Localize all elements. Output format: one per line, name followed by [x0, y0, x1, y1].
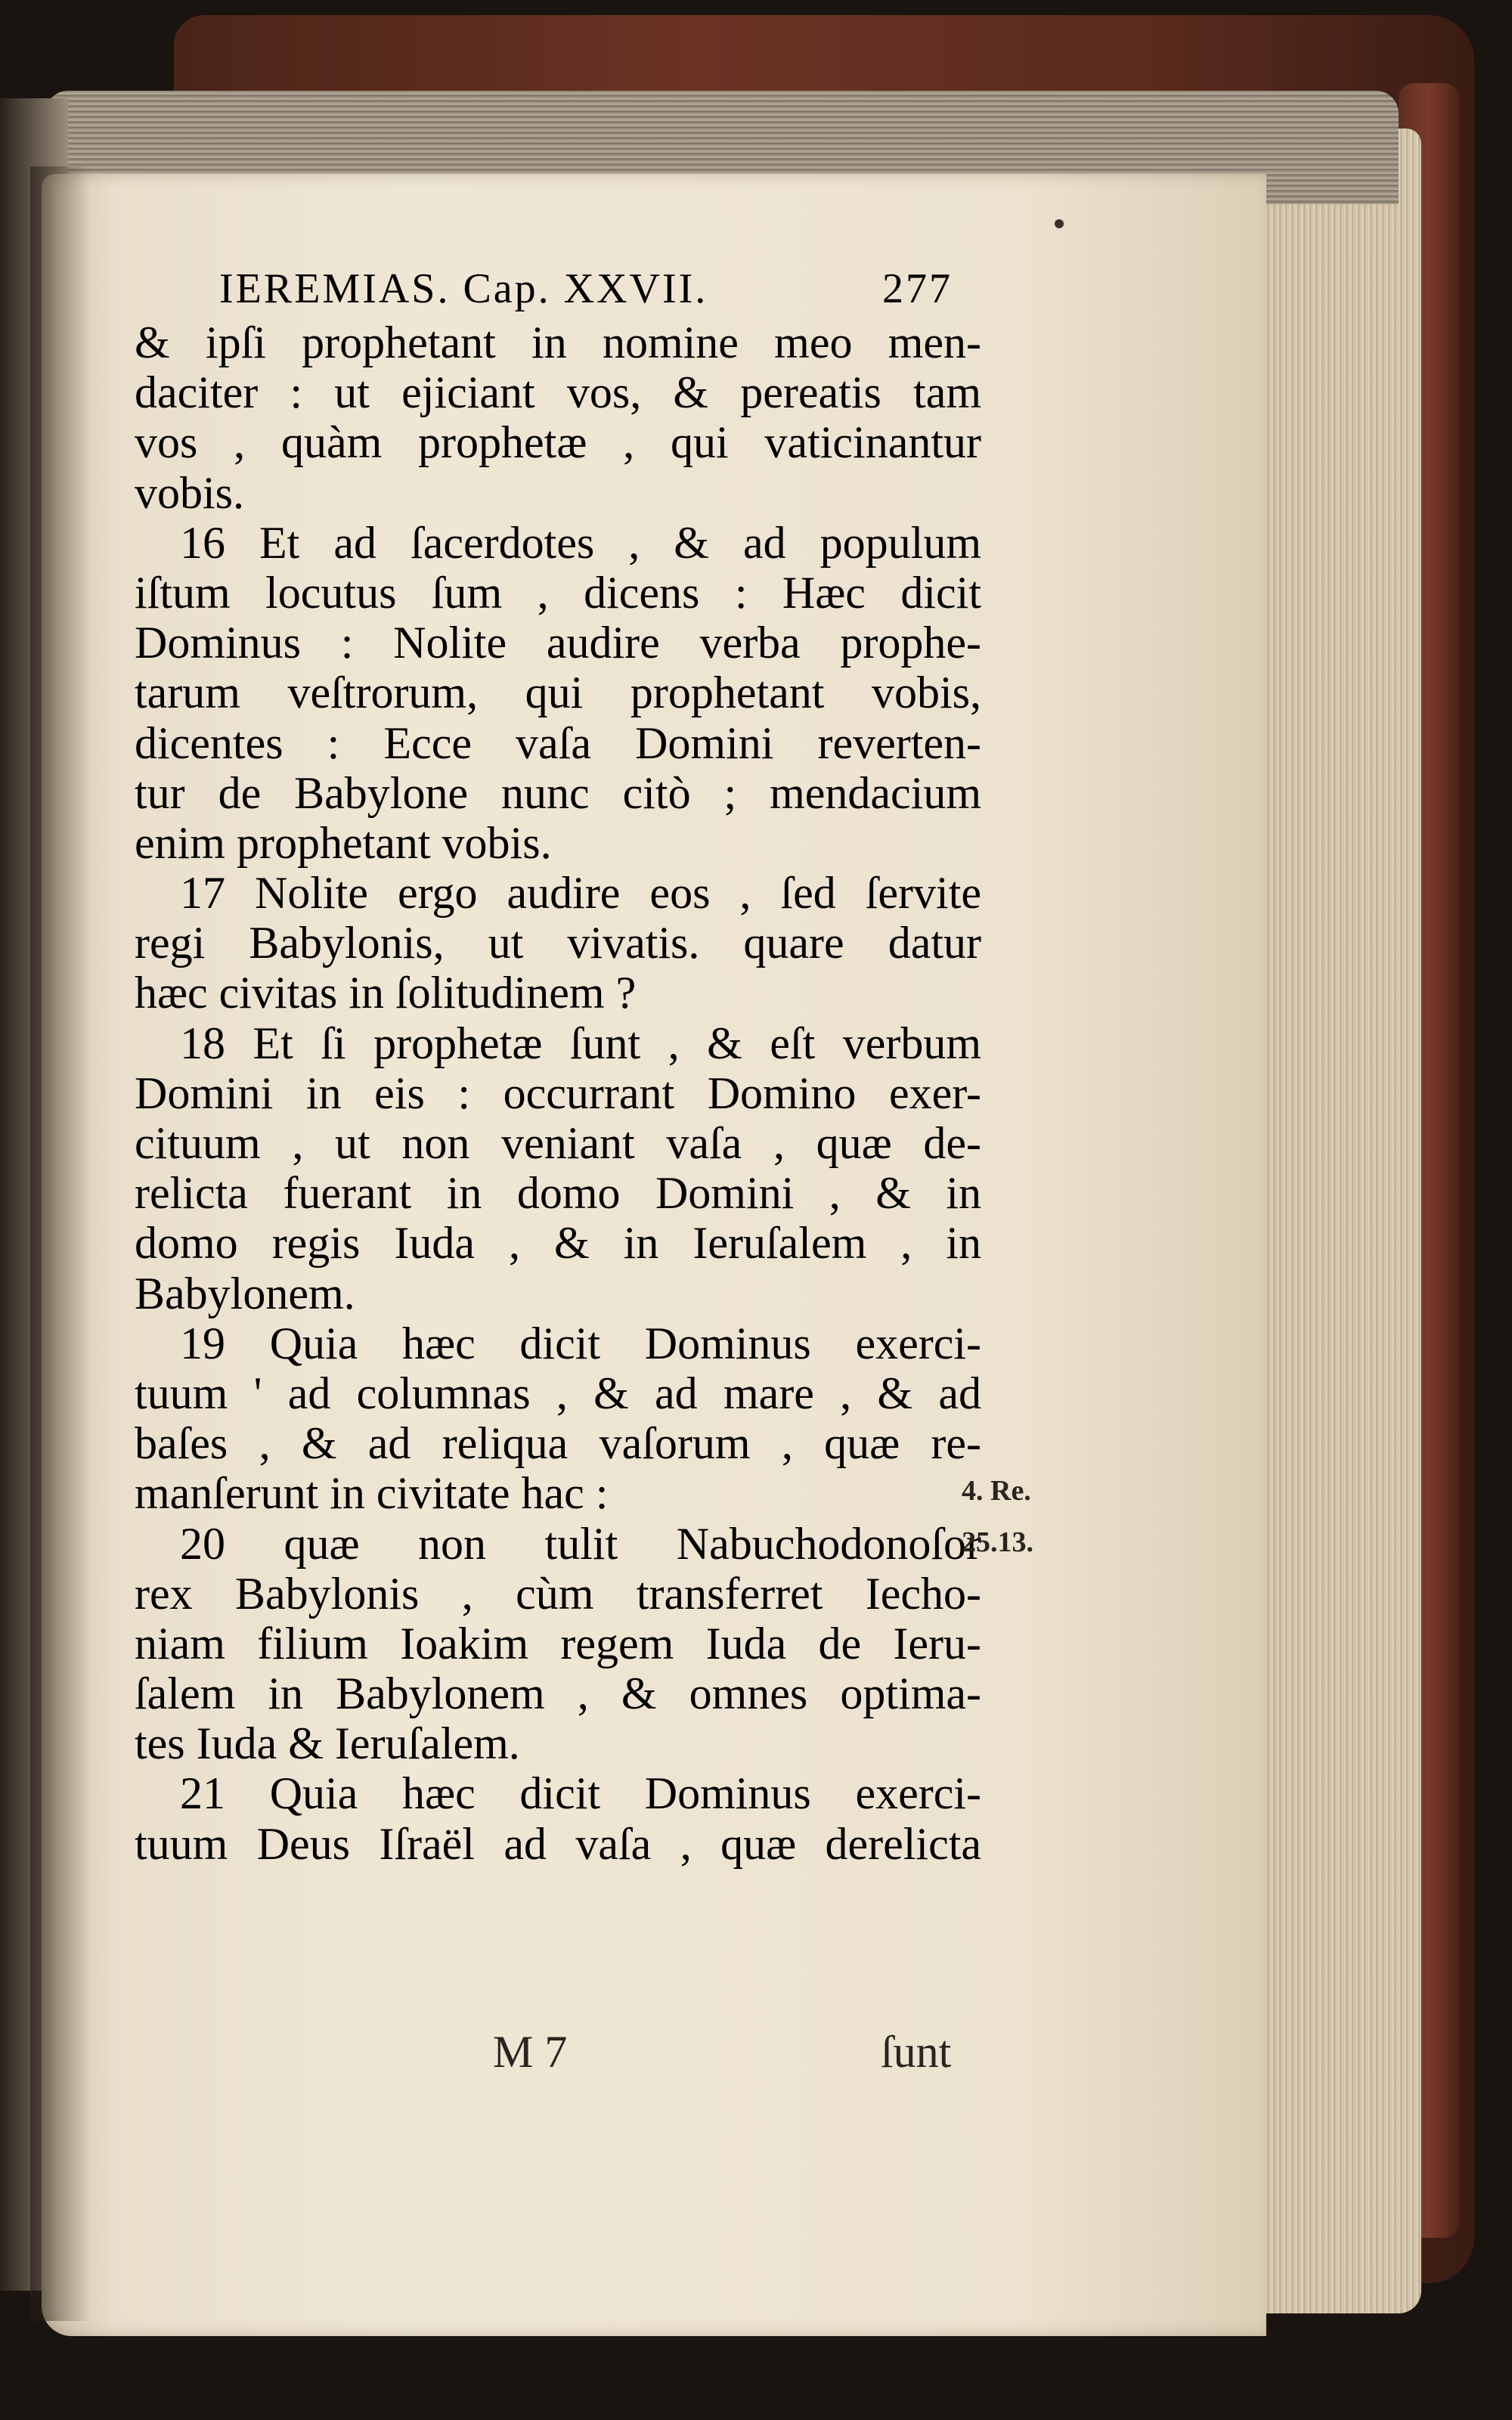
margin-note: 25.13.: [962, 1526, 1033, 1558]
text-line: vos , quàm prophetæ , qui vaticinantur: [135, 417, 981, 468]
running-title: IEREMIAS. Cap. XXVII.: [219, 265, 708, 312]
text-line: cituum , ut non veniant vaſa , quæ de-: [135, 1118, 981, 1168]
text-line: tuum ' ad columnas , & ad mare , & ad: [135, 1368, 981, 1418]
text-line: Dominus : Nolite audire verba prophe-: [135, 618, 981, 668]
text-line: daciter : ut ejiciant vos, & pereatis tam: [135, 367, 981, 418]
text-line: Babylonem.: [135, 1268, 355, 1318]
signature-mark: M 7: [493, 2027, 568, 2077]
text-line: tur de Babylone nunc citò ; mendacium: [135, 767, 981, 818]
text-line: ſalem in Babylonem , & omnes optima-: [135, 1669, 981, 1719]
spine-shadow: [30, 166, 91, 2321]
text-line: tes Iuda & Ieruſalem.: [135, 1718, 520, 1769]
text-line: vobis.: [135, 467, 245, 518]
ink-spot: [1055, 219, 1064, 228]
text-line: 18 Et ſi prophetæ ſunt , & eſt verbum: [180, 1018, 981, 1068]
text-line: domo regis Iuda , & in Ieruſalem , in: [135, 1218, 981, 1269]
text-line: tuum Deus Iſraël ad vaſa , quæ derelicta: [135, 1818, 981, 1869]
text-line: dicentes : Ecce vaſa Domini reverten-: [135, 717, 981, 768]
text-line: niam filium Ioakim regem Iuda de Ieru-: [135, 1618, 981, 1669]
page-block-edge: [1240, 129, 1421, 2313]
text-line: rex Babylonis , cùm transferret Iecho-: [135, 1568, 981, 1619]
body-text: [135, 318, 981, 1869]
running-header: [219, 265, 960, 318]
text-line: 17 Nolite ergo audire eos , ſed ſervite: [180, 868, 981, 919]
text-line: & ipſi prophetant in nomine meo men-: [135, 318, 981, 367]
text-line: relicta fuerant in domo Domini , & in: [135, 1168, 981, 1219]
text-line: Domini in eis : occurrant Domino exer-: [135, 1067, 981, 1118]
catchword: ſunt: [881, 2027, 952, 2077]
text-line: 21 Quia hæc dicit Dominus exerci-: [180, 1768, 981, 1819]
text-line: 16 Et ad ſacerdotes , & ad populum: [180, 517, 981, 568]
text-line: 19 Quia hæc dicit Dominus exerci-: [180, 1318, 981, 1368]
text-line: iſtum locutus ſum , dicens : Hæc dicit: [135, 567, 981, 618]
text-line: enim prophetant vobis.: [135, 817, 552, 868]
text-line: hæc civitas in ſolitudinem ?: [135, 968, 637, 1018]
text-line: tarum veſtrorum, qui prophetant vobis,: [135, 668, 981, 718]
text-line: baſes , & ad reliqua vaſorum , quæ re-: [135, 1418, 981, 1469]
margin-note: 4. Re.: [962, 1475, 1031, 1507]
text-line: manſerunt in civitate hac :: [135, 1468, 609, 1519]
text-line: 20 quæ non tulit Nabuchodonoſor: [180, 1518, 981, 1569]
page-number: 277: [882, 265, 953, 312]
text-line: regi Babylonis, ut vivatis. quare datur: [135, 918, 981, 968]
